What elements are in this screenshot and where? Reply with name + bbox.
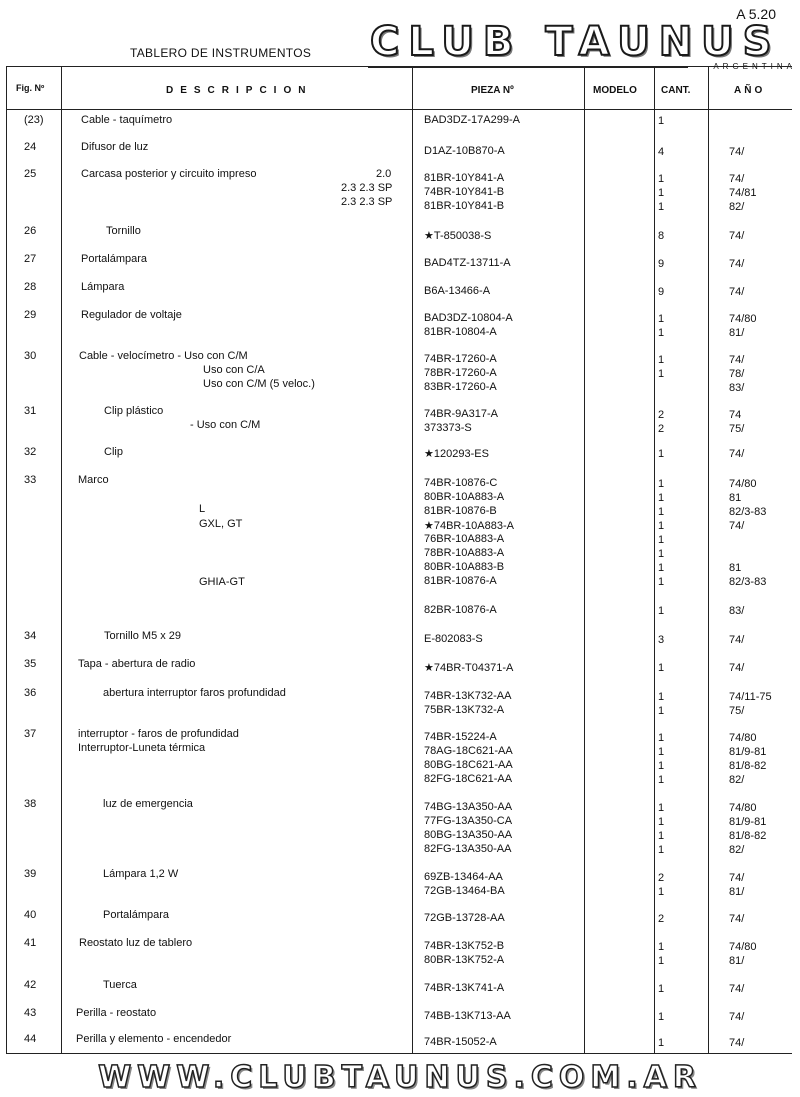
part-number: 78BR-17260-A — [424, 367, 497, 379]
part-description: Clip plástico — [104, 405, 164, 417]
part-description: Reostato luz de tablero — [79, 937, 193, 949]
part-number: 77FG-13A350-CA — [424, 815, 513, 827]
year-range: 82/3-83 — [729, 506, 767, 518]
part-number: E-802083-S — [424, 633, 483, 645]
variant-label: Interruptor-Luneta térmica — [78, 742, 206, 754]
quantity: 2 — [657, 423, 665, 435]
part-number: 80BG-13A350-AA — [424, 829, 513, 841]
part-number: 74BR-13K752-B — [424, 940, 505, 952]
year-range: 74/80 — [729, 313, 757, 325]
fig-number: 25 — [24, 168, 37, 180]
part-number: 80BR-13K752-A — [424, 954, 505, 966]
part-description: Perilla y elemento - encendedor — [76, 1033, 232, 1045]
part-description: Marco — [78, 474, 109, 486]
year-range: 74/ — [729, 1011, 745, 1023]
year-range: 74/ — [729, 520, 745, 532]
header-rule — [6, 109, 792, 110]
part-number: 81BR-10Y841-A — [424, 172, 505, 184]
fig-number: 27 — [24, 253, 37, 265]
part-number: ★74BR-T04371-A — [424, 662, 514, 674]
part-number: 373373-S — [424, 422, 472, 434]
variant-label: 2.0 — [376, 168, 392, 180]
part-number: 80BR-10A883-A — [424, 491, 505, 503]
year-range: 81 — [729, 492, 742, 504]
fig-number: 42 — [24, 979, 37, 991]
quantity: 1 — [657, 115, 665, 127]
quantity: 1 — [657, 760, 665, 772]
year-range: 74/80 — [729, 802, 757, 814]
year-range: 75/ — [729, 423, 745, 435]
variant-label: L — [199, 503, 206, 515]
part-description: Portalámpara — [81, 253, 148, 265]
part-number: BAD3DZ-10804-A — [424, 312, 513, 324]
part-number: ★120293-ES — [424, 448, 489, 460]
year-range: 74/ — [729, 872, 745, 884]
part-description: Cable - velocímetro - Uso con C/M — [79, 350, 248, 362]
part-number: 81BR-10876-B — [424, 505, 497, 517]
part-number: 81BR-10Y841-B — [424, 200, 505, 212]
footer-url: WWW.CLUBTAUNUS.COM.AR — [98, 1060, 702, 1095]
quantity: 1 — [657, 705, 665, 717]
part-number: BAD3DZ-17A299-A — [424, 114, 520, 126]
part-description: Tapa - abertura de radio — [78, 658, 196, 670]
fig-number: 40 — [24, 909, 37, 921]
part-description: Difusor de luz — [81, 141, 149, 153]
quantity: 1 — [657, 576, 665, 588]
header-modelo: MODELO — [593, 85, 637, 96]
part-description: Cable - taquímetro — [81, 114, 173, 126]
year-range: 74/80 — [729, 478, 757, 490]
header-ano: AÑO — [734, 85, 766, 96]
year-range: 81/8-82 — [729, 830, 767, 842]
quantity: 1 — [657, 201, 665, 213]
quantity: 2 — [657, 913, 665, 925]
quantity: 1 — [657, 1011, 665, 1023]
fig-number: 37 — [24, 728, 37, 740]
quantity: 1 — [657, 562, 665, 574]
quantity: 1 — [657, 368, 665, 380]
part-description: Perilla - reostato — [76, 1007, 157, 1019]
fig-number: 30 — [24, 350, 37, 362]
fig-number: 28 — [24, 281, 37, 293]
fig-number: (23) — [24, 114, 44, 126]
quantity: 1 — [657, 830, 665, 842]
year-range: 82/ — [729, 774, 745, 786]
part-description: luz de emergencia — [103, 798, 193, 810]
part-description: Tornillo M5 x 29 — [104, 630, 182, 642]
quantity: 1 — [657, 448, 665, 460]
fig-number: 26 — [24, 225, 37, 237]
year-range: 81/ — [729, 886, 745, 898]
column-divider-fig — [61, 67, 62, 1053]
fig-number: 43 — [24, 1007, 37, 1019]
page-code: A 5.20 — [736, 6, 776, 22]
part-description: Tornillo — [106, 225, 141, 237]
variant-label: - Uso con C/M — [190, 419, 261, 431]
quantity: 8 — [657, 230, 665, 242]
fig-number: 32 — [24, 446, 37, 458]
quantity: 1 — [657, 548, 665, 560]
part-description: abertura interruptor faros profundidad — [103, 687, 286, 699]
part-number: B6A-13466-A — [424, 285, 491, 297]
year-range: 74/ — [729, 230, 745, 242]
quantity: 2 — [657, 409, 665, 421]
year-range: 81/ — [729, 327, 745, 339]
part-description: Clip — [104, 446, 123, 458]
part-number: 75BR-13K732-A — [424, 704, 505, 716]
year-range: 81/8-82 — [729, 760, 767, 772]
part-number: D1AZ-10B870-A — [424, 145, 505, 157]
part-number: 82FG-18C621-AA — [424, 773, 513, 785]
fig-number: 33 — [24, 474, 37, 486]
year-range: 74/ — [729, 258, 745, 270]
year-range: 74/11-75 — [729, 691, 772, 703]
quantity: 1 — [657, 534, 665, 546]
quantity: 9 — [657, 258, 665, 270]
part-description: Carcasa posterior y circuito impreso — [81, 168, 257, 180]
part-number: 80BR-10A883-B — [424, 561, 505, 573]
quantity: 1 — [657, 605, 665, 617]
quantity: 1 — [657, 816, 665, 828]
table-border-left — [6, 67, 7, 1053]
header-fig: Fig. Nº — [16, 83, 45, 93]
quantity: 1 — [657, 354, 665, 366]
fig-number: 36 — [24, 687, 37, 699]
header-pieza: PIEZA Nº — [471, 85, 514, 96]
part-number: BAD4TZ-13711-A — [424, 257, 511, 269]
year-range: 74/ — [729, 913, 745, 925]
logo-wordmark: CLUB TAUNUS — [370, 19, 781, 65]
part-number: 72GB-13728-AA — [424, 912, 505, 924]
quantity: 3 — [657, 634, 665, 646]
quantity: 1 — [657, 691, 665, 703]
part-description: Tuerca — [103, 979, 137, 991]
part-description: Regulador de voltaje — [81, 309, 182, 321]
sheet-title: TABLERO DE INSTRUMENTOS — [130, 46, 312, 60]
quantity: 1 — [657, 187, 665, 199]
fig-number: 44 — [24, 1033, 37, 1045]
fig-number: 24 — [24, 141, 37, 153]
year-range: 83/ — [729, 605, 745, 617]
quantity: 1 — [657, 941, 665, 953]
part-description: Lámpara — [81, 281, 125, 293]
part-number: 74BR-13K741-A — [424, 982, 505, 994]
fig-number: 31 — [24, 405, 37, 417]
quantity: 9 — [657, 286, 665, 298]
fig-number: 35 — [24, 658, 37, 670]
quantity: 1 — [657, 520, 665, 532]
quantity: 1 — [657, 955, 665, 967]
variant-label: 2.3 2.3 SP — [341, 182, 393, 194]
variant-label: Uso con C/M (5 veloc.) — [203, 378, 315, 390]
part-number: ★T-850038-S — [424, 230, 492, 242]
quantity: 1 — [657, 886, 665, 898]
quantity: 1 — [657, 746, 665, 758]
year-range: 81 — [729, 562, 742, 574]
part-number: 74BR-13K732-AA — [424, 690, 512, 702]
year-range: 83/ — [729, 382, 745, 394]
quantity: 1 — [657, 1037, 665, 1049]
year-range: 74/81 — [729, 187, 757, 199]
year-range: 74/80 — [729, 732, 757, 744]
year-range: 81/ — [729, 955, 745, 967]
variant-label: 2.3 2.3 SP — [341, 196, 393, 208]
part-number: 82BR-10876-A — [424, 604, 497, 616]
part-number: 69ZB-13464-AA — [424, 871, 503, 883]
part-number: 74BR-15052-A — [424, 1036, 497, 1048]
part-number: 82FG-13A350-AA — [424, 843, 512, 855]
quantity: 1 — [657, 492, 665, 504]
quantity: 1 — [657, 327, 665, 339]
column-divider-cant — [708, 67, 709, 1053]
part-number: 81BR-10804-A — [424, 326, 497, 338]
variant-label: Uso con C/A — [203, 364, 265, 376]
part-number: 76BR-10A883-A — [424, 533, 505, 545]
parts-table — [6, 66, 792, 1054]
quantity: 1 — [657, 313, 665, 325]
year-range: 81/9-81 — [729, 816, 767, 828]
fig-number: 41 — [24, 937, 37, 949]
fig-number: 39 — [24, 868, 37, 880]
part-number: 74BR-10876-C — [424, 477, 498, 489]
quantity: 1 — [657, 844, 665, 856]
fig-number: 29 — [24, 309, 37, 321]
part-description: interruptor - faros de profundidad — [78, 728, 239, 740]
year-range: 74/ — [729, 286, 745, 298]
column-divider-desc — [412, 67, 413, 1053]
part-number: 78AG-18C621-AA — [424, 745, 513, 757]
year-range: 82/ — [729, 844, 745, 856]
quantity: 1 — [657, 983, 665, 995]
year-range: 74/ — [729, 634, 745, 646]
year-range: 74/80 — [729, 941, 757, 953]
header-description: DESCRIPCION — [166, 85, 313, 96]
fig-number: 34 — [24, 630, 37, 642]
part-number: ★74BR-10A883-A — [424, 520, 514, 532]
quantity: 4 — [657, 146, 665, 158]
quantity: 1 — [657, 478, 665, 490]
quantity: 1 — [657, 506, 665, 518]
year-range: 81/9-81 — [729, 746, 767, 758]
part-number: 72GB-13464-BA — [424, 885, 505, 897]
year-range: 74/ — [729, 173, 745, 185]
part-number: 81BR-10876-A — [424, 575, 497, 587]
column-divider-pieza — [584, 67, 585, 1053]
logo-subtitle: ARGENTINA — [713, 62, 796, 71]
year-range: 74/ — [729, 448, 745, 460]
year-range: 82/ — [729, 201, 745, 213]
part-number: 74BR-10Y841-B — [424, 186, 505, 198]
part-description: Portalámpara — [103, 909, 170, 921]
column-divider-modelo — [654, 67, 655, 1053]
year-range: 74/ — [729, 983, 745, 995]
year-range: 74/ — [729, 662, 745, 674]
year-range: 78/ — [729, 368, 745, 380]
quantity: 1 — [657, 173, 665, 185]
year-range: 74/ — [729, 146, 745, 158]
part-number: 80BG-18C621-AA — [424, 759, 513, 771]
quantity: 1 — [657, 774, 665, 786]
fig-number: 38 — [24, 798, 37, 810]
part-number: 83BR-17260-A — [424, 381, 497, 393]
part-number: 74BB-13K713-AA — [424, 1010, 511, 1022]
part-number: 74BG-13A350-AA — [424, 801, 513, 813]
part-number: 74BR-17260-A — [424, 353, 497, 365]
quantity: 2 — [657, 872, 665, 884]
year-range: 74 — [729, 409, 742, 421]
year-range: 75/ — [729, 705, 745, 717]
part-number: 74BR-15224-A — [424, 731, 497, 743]
year-range: 82/3-83 — [729, 576, 767, 588]
variant-label: GHIA-GT — [199, 576, 245, 588]
year-range: 74/ — [729, 354, 745, 366]
header-cant: CANT. — [661, 85, 691, 96]
variant-label: GXL, GT — [199, 518, 243, 530]
quantity: 1 — [657, 802, 665, 814]
part-number: 74BR-9A317-A — [424, 408, 498, 420]
part-description: Lámpara 1,2 W — [103, 868, 179, 880]
quantity: 1 — [657, 662, 665, 674]
part-number: 78BR-10A883-A — [424, 547, 505, 559]
year-range: 74/ — [729, 1037, 745, 1049]
quantity: 1 — [657, 732, 665, 744]
